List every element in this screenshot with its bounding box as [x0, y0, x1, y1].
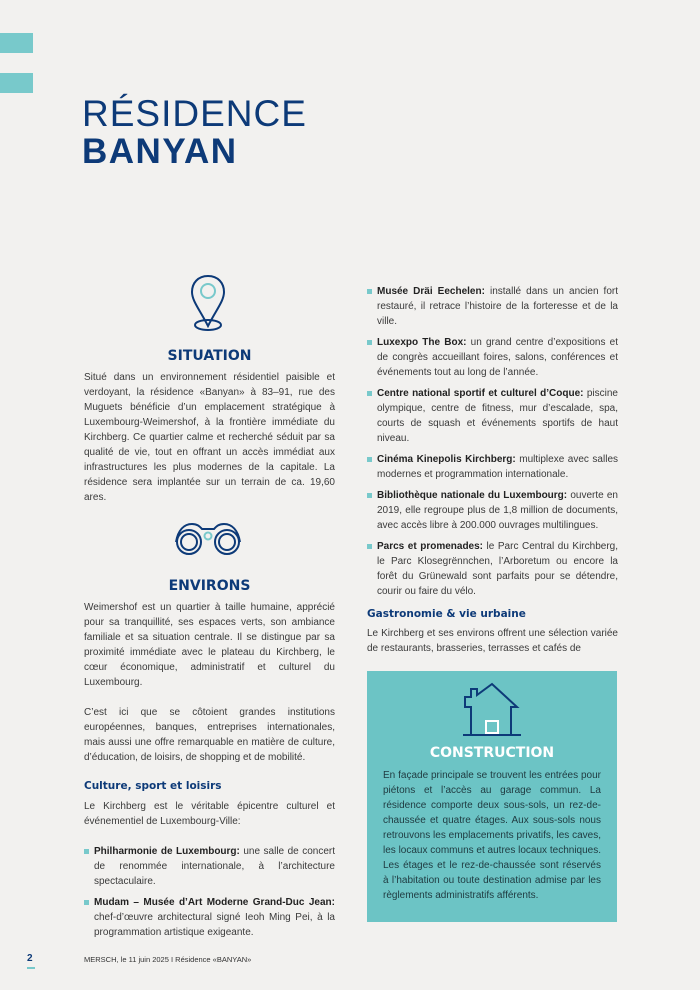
item-text: un grand centre d’expositions et de congrès accueillant foires, salons, conférences et événements tout au long de l’année. [377, 337, 618, 378]
item-name: Parcs et promenades: [377, 541, 484, 552]
item-name: Centre national sportif et culturel d’Coque: [377, 388, 584, 399]
list-item [367, 284, 618, 329]
page-title-light: RÉSIDENCE [82, 93, 307, 134]
culture-heading: Culture, sport et loisirs [84, 780, 222, 792]
item-text: ouverte en 2019, elle regroupe plus de 1,8 million de documents, avec accès libre à 200.000 ouvrages multilingues. [377, 490, 618, 531]
gastronomie-section [367, 608, 618, 656]
item-name: Philharmonie de Luxembourg: [94, 846, 240, 857]
list-item [84, 844, 335, 889]
situation-text: Situé dans un environnement résidentiel paisible et verdoyant, la résidence «Banyan» à 83–91, rue des Muguets bénéficie d’un emplacement stratégique à Luxembourg-Weimershof, à la frontière immédiate du Kirchberg. Ce quartier calme et recherché séduit par sa qualité de vie, tout en offrant un accès immédiat aux infrastructures les plus modernes de la capitale. La résidence sera implantée sur un terrain de ca. 19,60 ares. [84, 372, 335, 503]
environs-paragraph-1: Weimershof est un quartier à taille humaine, apprécié pour sa tranquillité, ses espaces verts, son ambiance familiale et sa situation centrale. Il se distingue par sa proximité immédiate avec le plateau du Kirchberg, le cœur économique, administratif et culturel du Luxembourg. [84, 602, 335, 688]
list-item [367, 386, 618, 446]
item-name: Musée Dräi Eechelen: [377, 286, 485, 297]
item-text: installé dans un ancien fort restauré, il retrace l’histoire de la forteresse et de la ville. [377, 286, 619, 327]
list-item [84, 895, 335, 940]
right-column [367, 284, 618, 605]
item-name: Cinéma Kinepolis Kirchberg: [377, 454, 516, 465]
item-name: Mudam – Musée d’Art Moderne Grand-Duc Jean: [94, 897, 335, 908]
item-text: le Parc Central du Kirchberg, le Parc Klosegrënnchen, l’Arboretum ou encore la forêt du Grünewald sont parfaits pour se détendre, courir ou faire du vélo. [377, 541, 618, 597]
page-title-bold: BANYAN [82, 132, 238, 171]
list-item [367, 488, 618, 533]
footer-text: MERSCH, le 11 juin 2025 I Résidence «BANYAN» [84, 955, 252, 964]
list-item [367, 452, 618, 482]
culture-intro: Le Kirchberg est le véritable épicentre culturel et événementiel de Luxembourg-Ville: [84, 801, 335, 827]
construction-box [367, 671, 617, 922]
gastronomie-heading: Gastronomie & vie urbaine [367, 608, 526, 620]
construction-heading: CONSTRUCTION [429, 745, 555, 761]
list-item [367, 335, 618, 380]
item-text: une salle de concert de renommée internationale, à l’architecture spectaculaire. [94, 846, 335, 887]
environs-heading: ENVIRONS [168, 578, 251, 594]
culture-list-left [84, 844, 335, 940]
map-pin-icon [190, 274, 226, 332]
list-item [367, 539, 618, 599]
item-name: Bibliothèque nationale du Luxembourg: [377, 490, 568, 501]
environs-paragraph-2: C’est ici que se côtoient grandes institutions européennes, banques, entreprises internationales, mais aussi une offre remarquable en matière de culture, d’éducation, de loisirs, de shopping et de mobilité. [84, 707, 335, 763]
situation-section [84, 348, 335, 505]
decorative-bar-top [0, 33, 33, 53]
page-number: 2 [27, 953, 33, 964]
item-name: Luxexpo The Box: [377, 337, 467, 348]
decorative-bar-bottom [0, 73, 33, 93]
situation-heading: SITUATION [167, 348, 252, 364]
culture-list-right [367, 284, 618, 599]
binoculars-icon [172, 520, 244, 556]
construction-text: En façade principale se trouvent les entrées pour piétons et l’accès au garage commun. La résidence comporte deux sous-sols, un rez-de-chaussée et quatre étages. Aux sous-sols nous retrouvons les emplacements privatifs, les caves, les locaux communs et autres locaux techniques. Les étages et le rez-de-chaussée sont réservés à l’habitation ou toute destination admise par les règlements administratifs afférents. [383, 770, 601, 901]
item-text: chef-d’œuvre architectural signé Ieoh Ming Pei, à la programmation artistique exigeante. [94, 912, 335, 938]
item-text: piscine olympique, centre de fitness, mur d’escalade, spa, courts de squash et événements sportifs de haut niveau. [377, 388, 618, 444]
house-icon [461, 681, 523, 737]
environs-section [84, 578, 335, 946]
gastronomie-text: Le Kirchberg et ses environs offrent une sélection variée de restaurants, brasseries, terrasses et cafés de [367, 628, 618, 654]
item-text: multiplexe avec salles modernes et programmation internationale. [377, 454, 619, 480]
